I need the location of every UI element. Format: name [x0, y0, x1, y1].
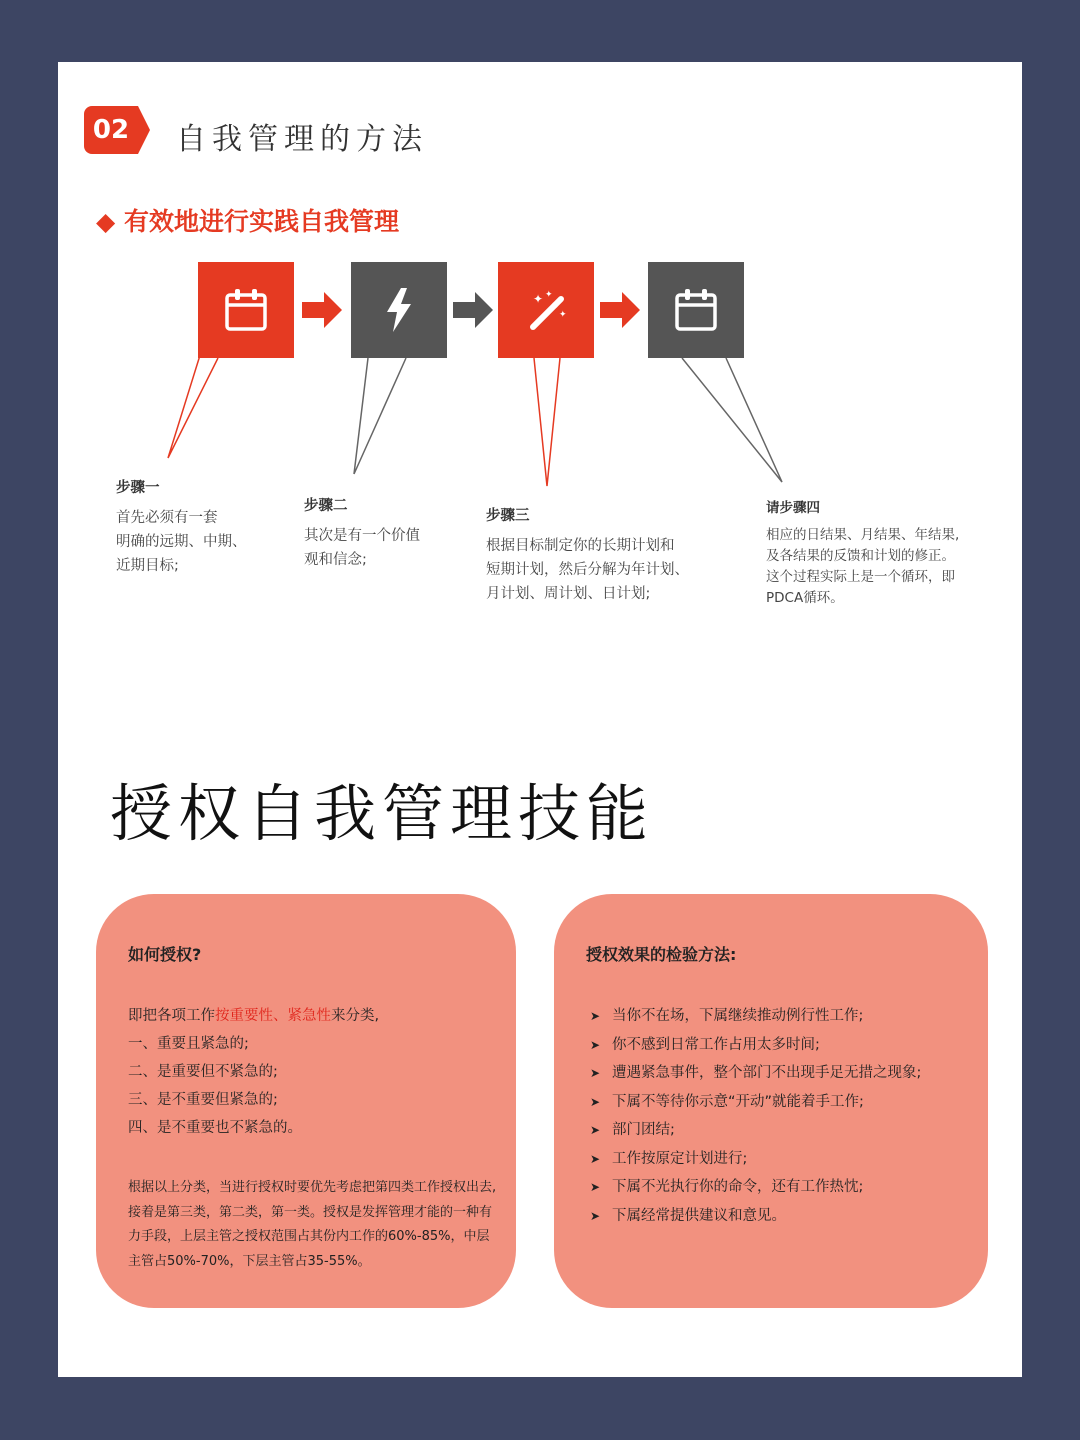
- step-4-text: [766, 498, 959, 609]
- chevron-right-icon: ➤: [590, 1094, 601, 1109]
- chevron-right-icon: ➤: [590, 1066, 601, 1080]
- calendar-icon: [223, 287, 269, 333]
- category-item: 一、重要且紧急的;: [128, 1036, 249, 1052]
- step-4-box: [648, 262, 744, 358]
- step-line: 根据目标制定你的长期计划和: [486, 538, 675, 554]
- delegate-paragraph: [128, 1176, 516, 1274]
- page: [58, 62, 1022, 1377]
- list-item: [590, 1031, 921, 1060]
- card-title: 授权效果的检验方法:: [586, 945, 737, 964]
- delegate-categories: [128, 1002, 379, 1142]
- intro-suffix: 来分类,: [331, 1008, 380, 1024]
- step-line: 明确的远期、中期、: [116, 534, 247, 550]
- intro-line: [128, 1002, 379, 1030]
- delegation-check-card: [554, 894, 988, 1308]
- list-item-text: 工作按原定计划进行;: [612, 1150, 748, 1167]
- step-title: 请步骤四: [766, 500, 820, 516]
- step-3-box: [498, 262, 594, 358]
- paragraph-line: 根据以上分类，当进行授权时要优先考虑把第四类工作授权出去,: [128, 1180, 497, 1195]
- step-line: 相应的日结果、月结果、年结果,: [766, 527, 960, 543]
- svg-text:✦: ✦: [545, 290, 553, 300]
- step-title: 步骤一: [116, 480, 160, 496]
- list-item-text: 当你不在场，下属继续推动例行性工作;: [612, 1008, 864, 1024]
- arrow-right-icon: [302, 290, 344, 330]
- list-item: [590, 1116, 921, 1145]
- chevron-right-icon: ➤: [590, 1037, 601, 1052]
- card-title: 如何授权?: [128, 945, 202, 964]
- paragraph-line: 接着是第三类，第二类，第一类。授权是发挥管理才能的一种有: [128, 1204, 493, 1220]
- step-title: 步骤二: [304, 498, 348, 514]
- svg-text:✦: ✦: [533, 292, 544, 306]
- arrow-right-icon: [453, 290, 495, 330]
- section-badge: 02: [84, 106, 138, 154]
- step-line: 首先必须有一套: [116, 510, 218, 526]
- step-line: 短期计划，然后分解为年计划、: [486, 562, 689, 578]
- step-line: 月计划、周计划、日计划;: [486, 586, 651, 602]
- step-line: 近期目标;: [116, 558, 179, 574]
- category-item: 三、是不重要但紧急的;: [128, 1092, 278, 1108]
- list-item: [590, 1145, 921, 1174]
- chevron-right-icon: ➤: [590, 1208, 601, 1223]
- step-line: 其次是有一个价值: [304, 528, 420, 544]
- list-item: [590, 1202, 921, 1231]
- step-line: 这个过程实际上是一个循环，即: [766, 569, 955, 585]
- diamond-icon: ◆: [96, 207, 116, 236]
- intro-highlight: 按重要性、紧急性: [215, 1008, 331, 1024]
- list-item: [590, 1059, 921, 1088]
- step-1-box: [198, 262, 294, 358]
- subheading-text: 有效地进行实践自我管理: [123, 207, 399, 236]
- chevron-right-icon: ➤: [590, 1009, 601, 1023]
- list-item-text: 你不感到日常工作占用太多时间;: [612, 1036, 820, 1053]
- section-title: 自我管理的方法: [176, 122, 428, 157]
- connector-step-4: [682, 358, 782, 482]
- category-item: 二、是重要但不紧急的;: [128, 1064, 278, 1080]
- svg-text:✦: ✦: [559, 310, 567, 320]
- chevron-right-icon: ➤: [590, 1123, 601, 1137]
- check-list: [590, 1002, 921, 1230]
- list-item-text: 部门团结;: [612, 1122, 675, 1138]
- list-item: [590, 1002, 921, 1031]
- step-1-text: [116, 476, 247, 578]
- step-title: 步骤三: [486, 508, 530, 524]
- connector-step-3: [534, 358, 560, 486]
- magic-wand-icon: [523, 287, 569, 333]
- calendar-icon: [673, 287, 719, 333]
- chevron-right-icon: ➤: [590, 1180, 601, 1194]
- step-2-text: [304, 494, 420, 572]
- list-item-text: 遭遇紧急事件，整个部门不出现手足无措之现象;: [612, 1065, 922, 1081]
- step-line: PDCA循环。: [766, 590, 844, 606]
- paragraph-line: 力手段，上层主管之授权范围占其份内工作的60%-85%，中层: [128, 1229, 490, 1244]
- step-line: 及各结果的反馈和计划的修正。: [766, 548, 955, 564]
- how-to-delegate-card: [96, 894, 516, 1308]
- step-3-text: [486, 504, 689, 606]
- list-item: [590, 1173, 921, 1202]
- step-2-box: [351, 262, 447, 358]
- category-item: 四、是不重要也不紧急的。: [128, 1120, 302, 1136]
- arrow-right-icon: [600, 290, 642, 330]
- list-item-text: 下属不光执行你的命令，还有工作热忱;: [612, 1179, 864, 1195]
- list-item-text: 下属经常提供建议和意见。: [612, 1207, 786, 1224]
- chevron-right-icon: ➤: [590, 1151, 601, 1166]
- main-title: 授权自我管理技能: [110, 777, 655, 850]
- step-line: 观和信念;: [304, 552, 367, 568]
- intro-prefix: 即把各项工作: [128, 1008, 215, 1024]
- list-item: [590, 1088, 921, 1117]
- list-item-text: 下属不等待你示意“开动”就能着手工作;: [612, 1093, 864, 1110]
- paragraph-line: 主管占50%-70%，下层主管占35-55%。: [128, 1253, 371, 1269]
- connector-step-2: [354, 358, 406, 474]
- lightning-icon: [379, 286, 419, 334]
